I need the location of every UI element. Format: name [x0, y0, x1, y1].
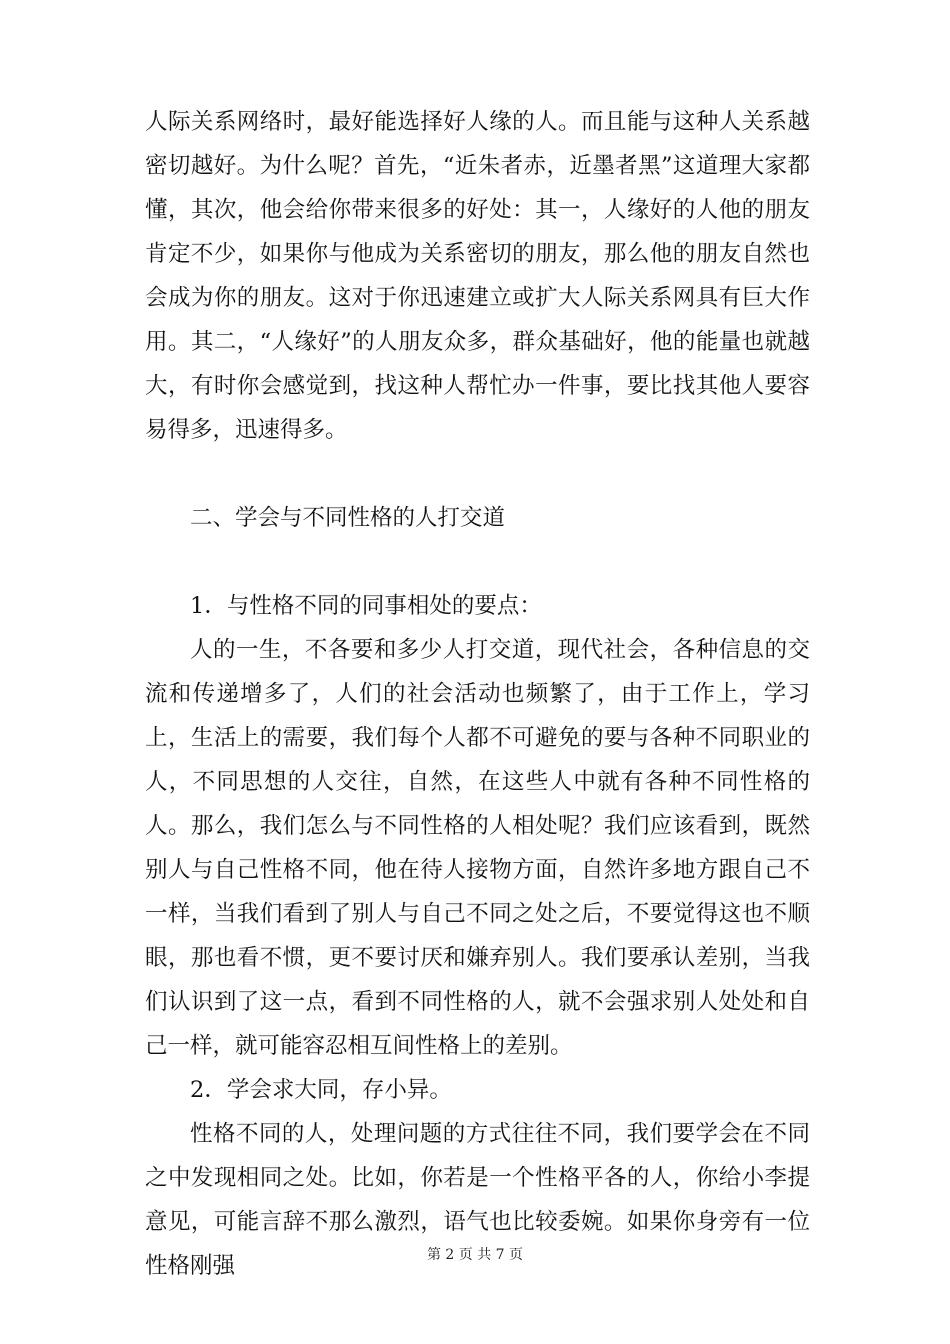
spacer	[145, 540, 810, 584]
paragraph-3: 性格不同的人，处理问题的方式往往不同，我们要学会在不同之中发现相同之处。比如，你若是一个性格平各的人，你给小李提意见，可能言辞不那么激烈，语气也比较委婉。如果你身旁有一位性格刚强	[145, 1121, 810, 1279]
document-page	[145, 100, 810, 1288]
paragraph-2: 人的一生，不各要和多少人打交道，现代社会，各种信息的交流和传递增多了，人们的社会活动也频繁了，由于工作上，学习上，生活上的需要，我们每个人都不可避免的要与各种不同职业的人，不同思想的人交往，自然，在这些人中就有各种不同性格的人。那么，我们怎么与不同性格的人相处呢？我们应该看到，既然别人与自己性格不同，他在待人接物方面，自然许多地方跟自己不一样，当我们看到了别人与自己不同之处之后，不要觉得这也不顺眼，那也看不惯，更不要讨厌和嫌弃别人。我们要承认差别，当我们认识到了这一点，看到不同性格的人，就不会强求别人处处和自己一样，就可能容忍相互间性格上的差别。	[145, 637, 810, 1059]
section-heading: 二、学会与不同性格的人打交道	[190, 505, 506, 531]
page-footer: 第 2 页 共 7 页	[426, 1247, 524, 1263]
subheading-1: 1．与性格不同的同事相处的要点：	[190, 593, 542, 619]
subheading-2: 2．学会求大同，存小异。	[190, 1077, 452, 1103]
paragraph-1: 人际关系网络时，最好能选择好人缘的人。而且能与这种人关系越密切越好。为什么呢？首先，“近朱者赤，近墨者黑”这道理大家都懂，其次，他会给你带来很多的好处：其一，人缘好的人他的朋友肯定不少，如果你与他成为关系密切的朋友，那么他的朋友自然也会成为你的朋友。这对于你迅速建立或扩大人际关系网具有巨大作用。其二，“人缘好”的人朋友众多，群众基础好，他的能量也就越大，有时你会感觉到，找这种人帮忙办一件事，要比找其他人要容易得多，迅速得多。	[145, 109, 810, 443]
spacer	[145, 452, 810, 496]
